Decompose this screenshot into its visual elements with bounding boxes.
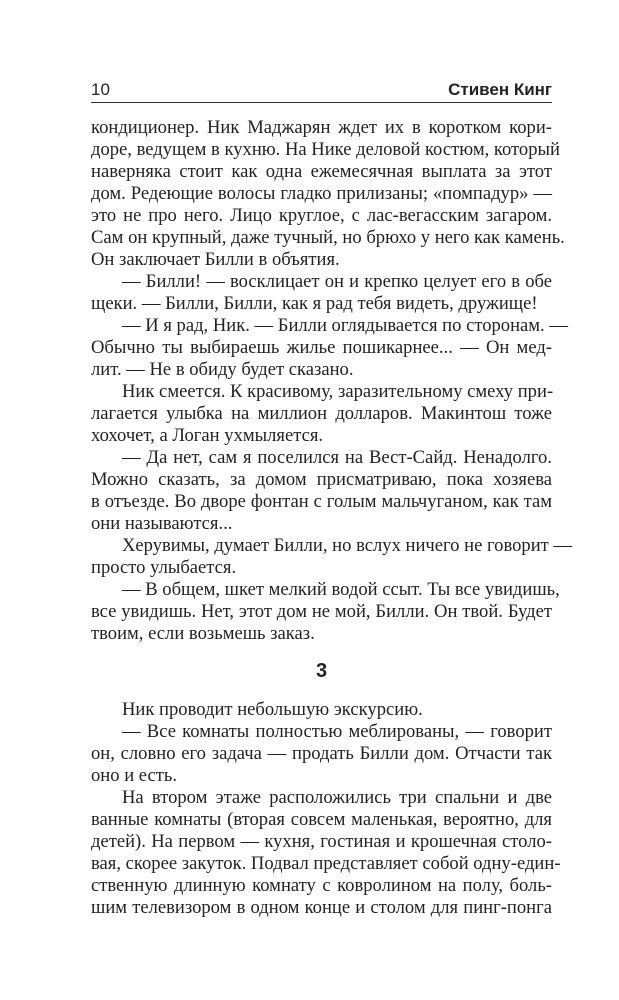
running-header: [91, 78, 552, 103]
paragraph: [91, 699, 552, 721]
text-line: это не про него. Лицо круглое, с лас-вегасским загаром.: [91, 205, 552, 226]
text-line: доре, ведущем в кухню. На Нике деловой костюм, который: [91, 139, 560, 160]
text-line: Ник проводит небольшую экскурсию.: [122, 699, 423, 720]
paragraph: [91, 381, 552, 447]
text-line: На втором этаже расположились три спальни и две: [122, 787, 552, 808]
text-line: дом. Редеющие волосы гладко прилизаны; «помпадур» —: [91, 183, 552, 204]
paragraph: [91, 535, 573, 579]
text-line: Ник смеется. К красивому, заразительному смеху при-: [122, 381, 554, 402]
text-line: Обычно ты выбираешь жилье пошикарнее... — Он мед-: [91, 337, 552, 358]
paragraph: [91, 315, 568, 381]
text-line: Херувимы, думает Билли, но вслух ничего не говорит —: [122, 535, 573, 556]
text-line: шим телевизором в одном конце и столом для пинг-понга: [91, 897, 552, 918]
paragraph: [91, 787, 561, 919]
text-line: он, словно его задача — продать Билли дом. Отчасти так: [91, 743, 552, 764]
text-line: вая, скорее закуток. Подвал представляет собой одну-един-: [91, 853, 561, 874]
paragraph: [91, 721, 552, 787]
paragraph: [91, 447, 552, 535]
text-line: в отъезде. Во дворе фонтан с голым мальчуганом, как там: [91, 491, 552, 512]
text-line: лагается улыбка на миллион долларов. Макинтош тоже: [91, 403, 552, 424]
text-line: хохочет, а Логан ухмыляется.: [91, 425, 324, 446]
text-line: Можно сказать, за домом присматриваю, пока хозяева: [91, 469, 552, 490]
text-line: наверняка стоит как одна ежемесячная выплата за этот: [91, 161, 552, 182]
text-line: — Билли! — восклицает он и крепко целует его в обе: [122, 271, 552, 292]
text-line: просто улыбается.: [91, 557, 237, 578]
page-number: 10: [91, 80, 110, 99]
text-line: Сам он крупный, даже тучный, но брюхо у него как камень.: [91, 227, 565, 248]
text-line: оно и есть.: [91, 765, 178, 786]
paragraph: [91, 271, 552, 315]
text-line: ственную длинную комнату с ковролином на полу, боль-: [91, 875, 552, 896]
chapter-number: 3: [315, 660, 328, 682]
text-line: детей). На первом — кухня, гостиная и крошечная столо-: [91, 831, 552, 852]
text-line: твоим, если возьмешь заказ.: [91, 623, 315, 644]
paragraph: [91, 579, 560, 645]
text-block-1: [91, 117, 573, 645]
running-title: Стивен Кинг: [448, 80, 552, 99]
text-block-2: [91, 699, 561, 919]
text-line: все увидишь. Нет, этот дом не мой, Билли. Он твой. Будет: [91, 601, 552, 622]
text-line: — Все комнаты полностью меблированы, — говорит: [122, 721, 552, 742]
paragraph: [91, 117, 565, 271]
text-line: — Да нет, сам я поселился на Вест-Сайд. Ненадолго.: [122, 447, 552, 468]
text-line: щеки. — Билли, Билли, как я рад тебя видеть, дружище!: [91, 293, 538, 314]
text-line: ванные комнаты (вторая совсем маленькая, вероятно, для: [91, 809, 552, 830]
text-line: Он заключает Билли в объятия.: [91, 249, 340, 270]
text-line: — И я рад, Ник. — Билли оглядывается по сторонам. —: [122, 315, 568, 336]
text-line: — В общем, шкет мелкий водой ссыт. Ты все увидишь,: [122, 579, 560, 600]
text-line: кондиционер. Ник Маджарян ждет их в коротком кори-: [91, 117, 552, 138]
text-line: лит. — Не в обиду будет сказано.: [91, 359, 354, 380]
text-line: они называются...: [91, 513, 233, 534]
